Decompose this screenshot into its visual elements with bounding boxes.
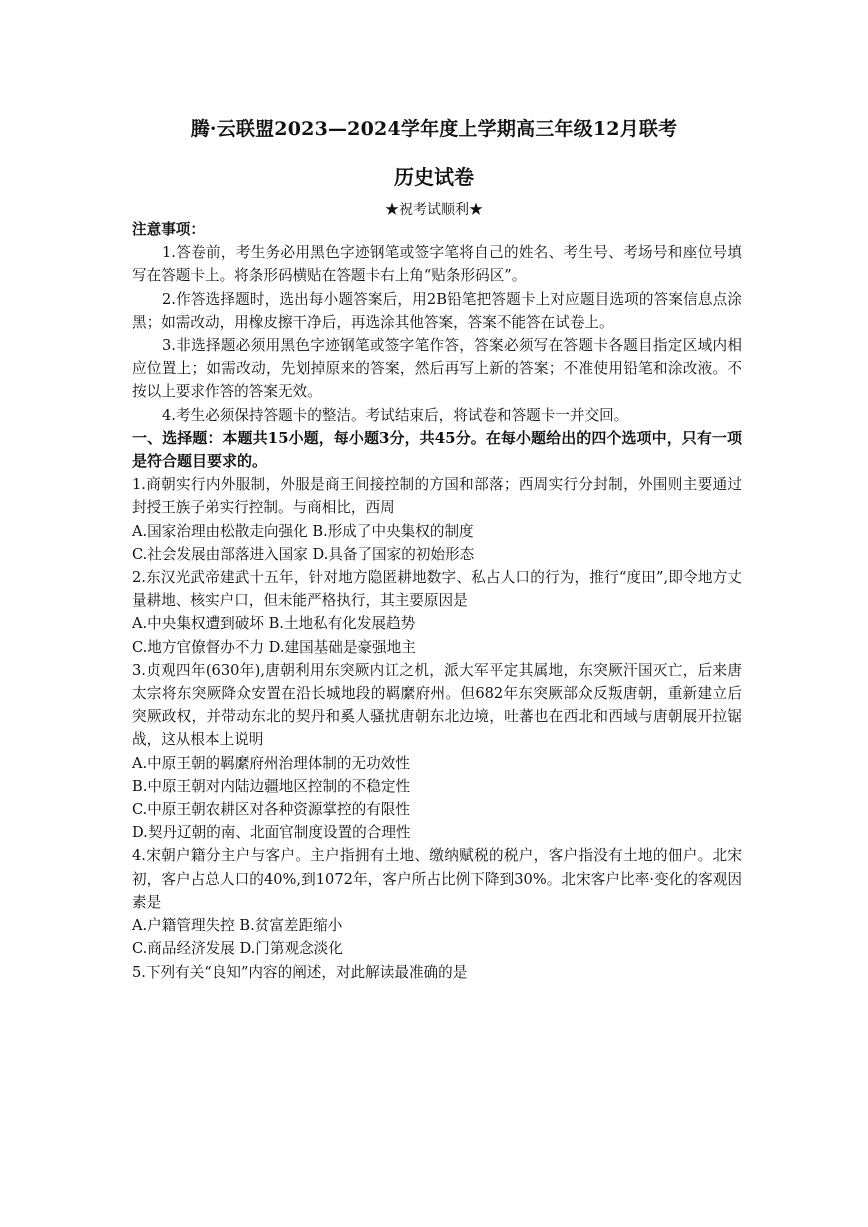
question-stem: 3.贞观四年(630年),唐朝利用东突厥内讧之机，派大军平定其属地，东突厥汗国灭亡，后来唐太宗将东突厥降众安置在沿长城地段的羁縻府州。但682年东突厥部众反叛唐朝，重新建立后突厥政权，并带动东北的契丹和奚人骚扰唐朝东北边境，吐蕃也在西北和西域与唐朝展开拉锯战，这从根本上说明 (132, 661, 742, 749)
question-option: C.社会发展由部落进入国家 D.具备了国家的初始形态 (132, 545, 475, 563)
exam-content (132, 218, 742, 984)
question-stem: 5.下列有关“良知”内容的阐述，对此解读最准确的是 (132, 963, 468, 981)
notice-item: 1.答卷前，考生务必用黑色字迹钢笔或签字笔将自己的姓名、考生号、考场号和座位号填写在答题卡上。将条形码横贴在答题卡右上角“贴条形码区”。 (132, 244, 742, 285)
question-stem: 1.商朝实行内外服制，外服是商王间接控制的方国和部落；西周实行分封制，外围则主要通过封授王族子弟实行控制。与商相比，西周 (132, 476, 742, 517)
question-5 (132, 961, 742, 984)
question-1 (132, 473, 742, 566)
exam-title: 腾·云联盟2023—2024学年度上学期高三年级12月联考 (190, 118, 678, 140)
question-option: C.地方官僚督办不力 D.建国基础是豪强地主 (132, 638, 416, 656)
question-4 (132, 844, 742, 960)
notice-item: 3.非选择题必须用黑色字迹钢笔或签字笔作答，答案必须写在答题卡各题目指定区域内相应位置上；如需改动，先划掉原来的答案，然后再写上新的答案；不准使用铅笔和涂改液。不按以上要求作答的答案无效。 (132, 337, 742, 401)
question-2 (132, 566, 742, 659)
question-stem: 4.宋朝户籍分主户与客户。主户指拥有土地、缴纳赋税的税户，客户指没有土地的佃户。北宋初，客户占总人口的40%,到1072年，客户所占比例下降到30%。北宋客户比率·变化的客观因素是 (132, 847, 742, 911)
question-option: A.户籍管理失控 B.贫富差距缩小 (132, 917, 343, 935)
question-option: C.商品经济发展 D.门第观念淡化 (132, 940, 343, 958)
question-3 (132, 659, 742, 845)
question-option: A.国家治理由松散走向强化 B.形成了中央集权的制度 (132, 522, 474, 540)
notice-heading: 注意事项： (132, 221, 205, 238)
good-luck-line: ★祝考试顺利★ (385, 202, 483, 218)
exam-subtitle: 历史试卷 (394, 165, 474, 189)
question-stem: 2.东汉光武帝建武十五年，针对地方隐匿耕地数字、私占人口的行为，推行“度田”,即令地方丈量耕地、核实户口，但未能严格执行，其主要原因是 (132, 569, 742, 610)
question-option: A.中原王朝的羁縻府州治理体制的无功效性 (132, 754, 410, 772)
section-heading: 一、选择题：本题共15小题，每小题3分，共45分。在每小题给出的四个选项中，只有一项是符合题目要求的。 (132, 428, 742, 471)
question-option: D.契丹辽朝的南、北面官制度设置的合理性 (132, 824, 411, 842)
notice-item: 4.考生必须保持答题卡的整洁。考试结束后，将试卷和答题卡一并交回。 (162, 406, 629, 424)
question-option: B.中原王朝对内陆边疆地区控制的不稳定性 (132, 777, 411, 795)
question-option: C.中原王朝农耕区对各种资源掌控的有限性 (132, 801, 410, 819)
notice-item: 2.作答选择题时，选出每小题答案后，用2B铅笔把答题卡上对应题目选项的答案信息点涂黑；如需改动，用橡皮擦干净后，再选涂其他答案，答案不能答在试卷上。 (132, 290, 742, 331)
question-option: A.中央集权遭到破坏 B.土地私有化发展趋势 (132, 615, 416, 633)
